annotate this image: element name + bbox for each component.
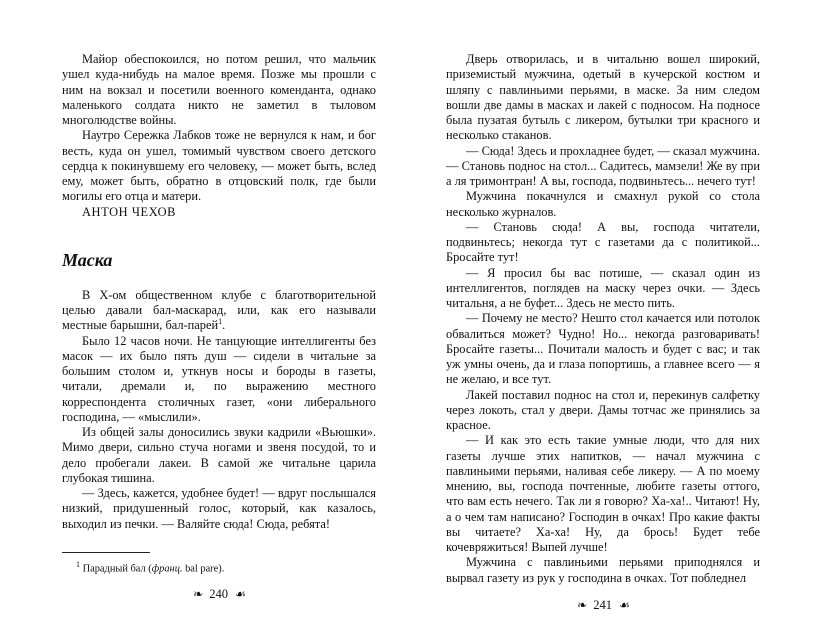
paragraph: — Становь сюда! А вы, господа читатели, подвиньтесь; некогда тут с газетами да с политикой... Бросайте тут!	[446, 219, 760, 265]
paragraph: Мужчина покачнулся и смахнул рукой со стола несколько журналов.	[446, 189, 760, 219]
footnote-reference: 1	[218, 317, 223, 327]
paragraph: — Сюда! Здесь и прохладнее будет, — сказал мужчина. — Становь поднос на стол... Садитесь, мамзели! Же ву при а ля тримонтран! А вы, господа, подвиньтесь... нечего тут!	[446, 143, 760, 188]
footnote-number: 1	[76, 559, 80, 569]
page-number: 241	[593, 597, 613, 612]
ornament-right-icon: ☙	[235, 587, 245, 601]
footnote-text-italic: франц.	[151, 563, 183, 574]
ornament-right-icon: ☙	[619, 597, 629, 612]
right-page-text-column	[446, 52, 760, 586]
story-title: Маска	[62, 249, 113, 270]
footnote	[62, 558, 376, 575]
paragraph: Майор обеспокоился, но потом решил, что мальчик ушел куда-нибудь на малое время. Позже мы прошли с ним на вокзал и посетили военного коменданта, однако маленького солдата никто не заметил в тыловом многолюдстве войны.	[62, 52, 376, 127]
ornament-left-icon: ❧	[577, 597, 587, 612]
story-author: АНТОН ЧЕХОВ	[82, 204, 177, 219]
page-footer-left	[62, 587, 376, 602]
paragraph: Из общей залы доносились звуки кадрили «Вьюшки». Мимо двери, сильно стуча ногами и звеня посудой, то и дело пробегали лакеи. В самой же читальне царила глубокая тишина.	[62, 425, 376, 485]
paragraph-text: В Х-ом общественном клубе с благотворительной целью давали бал-маскарад, или, как его называли местные барышни, бал-парей	[62, 287, 376, 333]
paragraph: — И как это есть такие умные люди, что для них газеты лучше этих напитков, — начал мужчина с павлиньими перьями, наливая себе ликеру. — А по моему мнению, вы, господа почтенные, любите газеты оттого, что вам есть нечего. Так ли я говорю? Ха-ха!.. Читают! Ну, а о чем там написано? Господин в очках! Про какие факты вы читаете? Ха-ха! Ну, да брось! Будет тебе кочевряжиться! Выпей лучше!	[446, 433, 760, 554]
paragraph: В Х-ом общественном клубе с благотворительной целью давали бал-маскарад, или, как его называли местные барышни, бал-парей$^1$.	[62, 287, 376, 333]
paragraph: Лакей поставил поднос на стол и, перекинув салфетку через локоть, стал у двери. Дамы тотчас же принялись за красное.	[446, 387, 760, 432]
page-number: 240	[209, 587, 229, 601]
paragraph: — Почему не место? Нешто стол качается или потолок обвалиться может? Чудно! Но... некогда разговаривать! Бросайте газеты... Почитали малость и будет с вас; и так уж умны очень, да и глаза попортишь, а главнее всего — я не желаю, и все тут.	[446, 311, 760, 387]
footnote-text-after: bal pare).	[182, 563, 225, 574]
footnote-text-before: Парадный бал (	[82, 563, 152, 574]
right-page	[410, 0, 820, 636]
paragraph: Было 12 часов ночи. Не танцующие интеллигенты без масок — их было пять душ — сидели в читальне за большим столом и, уткнув носы и бороды в газеты, читали, дремали и, по выражению местного корреспондента столичных газет, «они либерального господина, — «мыслили».	[62, 333, 376, 424]
footnote-divider	[62, 552, 150, 553]
paragraph: Дверь отворилась, и в читальню вошел широкий, приземистый мужчина, одетый в кучерской костюм и шляпу с павлиньими перьями, в маске. За ним следом вошли две дамы в масках и лакей с подносом. На подносе была пузатая бутыль с ликером, бутылки три красного и несколько стаканов.	[446, 52, 760, 143]
paragraph: Мужчина с павлиньими перьями приподнялся и вырвал газету из рук у господина в очках. Тот побледнел	[446, 555, 760, 585]
paragraph: — Здесь, кажется, удобнее будет! — вдруг послышался низкий, придушенный голос, который, как казалось, выходил из печки. — Валяйте сюда! Сюда, ребята!	[62, 486, 376, 531]
page-footer-right	[446, 598, 760, 613]
footnote-block	[62, 546, 376, 575]
paragraph: Наутро Сережка Лабков тоже не вернулся к нам, и бог весть, куда он ушел, томимый чувством своего детского сердца к покинувшему его человеку, — может быть, вслед ему, может быть, обратно в отцовский полк, где были могилы его отца и матери.	[62, 128, 376, 204]
ornament-left-icon: ❧	[193, 587, 203, 601]
left-page-text-column	[62, 52, 376, 575]
paragraph: — Я просил бы вас потише, — сказал один из интеллигентов, поглядев на маску через очки. — Здесь читальня, а не буфет... Здесь не место пить.	[446, 265, 760, 310]
